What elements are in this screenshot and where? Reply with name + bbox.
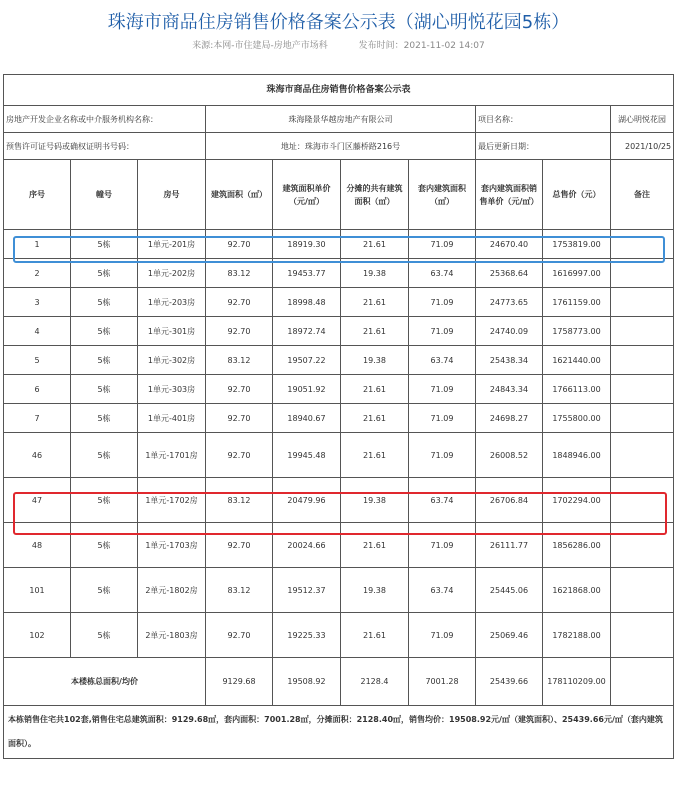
table-cell: 71.09 [409,613,476,658]
table-cell: 48 [4,523,71,568]
project-label: 项目名称： [476,106,611,133]
table-cell: 25368.64 [476,259,543,288]
table-cell: 25069.46 [476,613,543,658]
table-cell: 18919.30 [273,230,341,259]
table-cell: 92.70 [206,523,273,568]
table-cell: 71.09 [409,288,476,317]
table-row [4,288,674,317]
table-cell: 19225.33 [273,613,341,658]
table-cell: 20479.96 [273,478,341,523]
table-cell: 19.38 [341,568,409,613]
update-label: 最后更新日期： [476,133,611,160]
table-cell: 5栋 [71,613,138,658]
table-cell: 18998.48 [273,288,341,317]
table-cell: 1单元-301房 [138,317,206,346]
table-cell: 63.74 [409,346,476,375]
table-cell: 92.70 [206,317,273,346]
table-cell [611,433,674,478]
page-title: 珠海市商品住房销售价格备案公示表（湖心明悦花园5栋） [107,12,570,33]
developer: 珠海隆景华越房地产有限公司 [206,106,476,133]
table-row [4,613,674,658]
table-cell: 5栋 [71,523,138,568]
table-cell: 21.61 [341,433,409,478]
table-row [4,375,674,404]
update-date: 2021/10/25 [611,133,674,160]
table-row [4,259,674,288]
column-header: 建筑面积单价（元/㎡） [273,160,341,230]
table-cell: 46 [4,433,71,478]
table-row [4,433,674,478]
total-cell: 25439.66 [476,658,543,706]
table-cell: 47 [4,478,71,523]
table-cell: 26008.52 [476,433,543,478]
table-cell: 63.74 [409,568,476,613]
table-cell: 71.09 [409,523,476,568]
table-cell [611,404,674,433]
table-cell: 25438.34 [476,346,543,375]
table-cell: 1761159.00 [543,288,611,317]
table-cell: 24670.40 [476,230,543,259]
table-cell [611,346,674,375]
table-cell: 102 [4,613,71,658]
total-cell: 2128.4 [341,658,409,706]
table-cell: 92.70 [206,404,273,433]
table-cell: 1单元-401房 [138,404,206,433]
table-cell: 21.61 [341,230,409,259]
total-label: 本楼栋总面积/均价 [4,658,206,706]
total-row [4,658,674,706]
summary-footer: 本栋销售住宅共102套,销售住宅总建筑面积：9129.68㎡，套内面积：7001.28㎡，分摊面积：2128.40㎡，销售均价：19508.92元/㎡（建筑面积）、25439.66元/㎡（套内建筑面积）。 [4,706,674,759]
table-cell: 6 [4,375,71,404]
table-cell: 63.74 [409,259,476,288]
table-cell: 3 [4,288,71,317]
total-cell: 178110209.00 [543,658,611,706]
column-header: 备注 [611,160,674,230]
table-cell: 83.12 [206,478,273,523]
table-cell: 1848946.00 [543,433,611,478]
table-cell: 1单元-1701房 [138,433,206,478]
table-cell [611,523,674,568]
table-row [4,568,674,613]
table-cell: 21.61 [341,375,409,404]
table-cell: 26706.84 [476,478,543,523]
developer-label: 房地产开发企业名称或中介服务机构名称： [4,106,206,133]
column-header: 建筑面积（㎡） [206,160,273,230]
table-cell [611,288,674,317]
table-cell: 5栋 [71,259,138,288]
column-header: 房号 [138,160,206,230]
column-header: 套内建筑面积（㎡） [409,160,476,230]
table-cell: 21.61 [341,288,409,317]
table-cell [611,568,674,613]
table-cell: 1755800.00 [543,404,611,433]
table-cell: 19.38 [341,259,409,288]
table-cell [611,230,674,259]
table-cell: 1单元-203房 [138,288,206,317]
table-row [4,523,674,568]
table-cell: 2单元-1803房 [138,613,206,658]
table-cell: 19051.92 [273,375,341,404]
table-cell: 1单元-1702房 [138,478,206,523]
project: 湖心明悦花园 [611,106,674,133]
table-cell: 5栋 [71,346,138,375]
table-cell: 24843.34 [476,375,543,404]
table-cell: 19.38 [341,478,409,523]
table-cell: 5栋 [71,288,138,317]
table-cell: 71.09 [409,433,476,478]
table-cell: 21.61 [341,613,409,658]
table-row [4,317,674,346]
table-cell: 21.61 [341,523,409,568]
table-cell: 92.70 [206,288,273,317]
total-cell [611,658,674,706]
table-cell: 1766113.00 [543,375,611,404]
table-cell: 92.70 [206,613,273,658]
table-cell: 25445.06 [476,568,543,613]
table-cell: 1621868.00 [543,568,611,613]
table-cell: 5栋 [71,375,138,404]
column-header: 分摊的共有建筑面积（㎡） [341,160,409,230]
table-cell: 20024.66 [273,523,341,568]
total-cell: 7001.28 [409,658,476,706]
table-cell: 18940.67 [273,404,341,433]
table-cell [611,375,674,404]
table-cell: 2 [4,259,71,288]
table-cell: 83.12 [206,568,273,613]
article-meta [0,38,677,51]
table-row [4,230,674,259]
address: 地址：珠海市斗门区藤桥路216号 [206,133,476,160]
table-cell: 1782188.00 [543,613,611,658]
table-cell: 24773.65 [476,288,543,317]
table-row [4,346,674,375]
table-cell: 71.09 [409,375,476,404]
total-cell: 9129.68 [206,658,273,706]
table-cell [611,259,674,288]
table-cell: 19512.37 [273,568,341,613]
table-cell: 83.12 [206,346,273,375]
column-header: 幢号 [71,160,138,230]
table-row [4,404,674,433]
table-cell: 1单元-201房 [138,230,206,259]
table-cell: 1856286.00 [543,523,611,568]
table-cell: 5栋 [71,404,138,433]
table-cell [611,478,674,523]
table-cell: 71.09 [409,404,476,433]
column-header: 总售价（元） [543,160,611,230]
table-cell: 1621440.00 [543,346,611,375]
table-cell: 18972.74 [273,317,341,346]
table-cell: 63.74 [409,478,476,523]
table-cell: 26111.77 [476,523,543,568]
table-cell: 5栋 [71,230,138,259]
table-cell: 21.61 [341,404,409,433]
column-header: 序号 [4,160,71,230]
table-cell: 1单元-1703房 [138,523,206,568]
table-cell: 1单元-302房 [138,346,206,375]
publish-time: 发布时间：2021-11-02 14:07 [358,41,485,51]
table-cell: 1753819.00 [543,230,611,259]
table-cell: 5 [4,346,71,375]
table-cell [611,613,674,658]
table-cell: 7 [4,404,71,433]
column-header: 套内建筑面积销售单价（元/㎡） [476,160,543,230]
table-cell: 1单元-202房 [138,259,206,288]
table-cell: 5栋 [71,317,138,346]
table-cell [611,317,674,346]
table-cell: 5栋 [71,478,138,523]
table-cell: 19507.22 [273,346,341,375]
table-cell: 2单元-1802房 [138,568,206,613]
table-title: 珠海市商品住房销售价格备案公示表 [4,75,674,106]
table-row [4,478,674,523]
table-cell: 71.09 [409,230,476,259]
table-cell: 101 [4,568,71,613]
table-cell: 1单元-303房 [138,375,206,404]
table-cell: 19.38 [341,346,409,375]
source: 来源:本网-市住建局-房地产市场科 [192,41,328,51]
price-table [3,74,674,759]
table-cell: 21.61 [341,317,409,346]
header-row [4,160,674,230]
table-cell: 19945.48 [273,433,341,478]
table-cell: 1 [4,230,71,259]
permit-label: 预售许可证号码或确权证明书号码： [4,133,206,160]
total-cell: 19508.92 [273,658,341,706]
table-cell: 92.70 [206,433,273,478]
table-cell: 5栋 [71,433,138,478]
table-cell: 19453.77 [273,259,341,288]
table-cell: 1616997.00 [543,259,611,288]
table-cell: 83.12 [206,259,273,288]
table-cell: 24740.09 [476,317,543,346]
table-cell: 1758773.00 [543,317,611,346]
table-cell: 1702294.00 [543,478,611,523]
table-cell: 92.70 [206,230,273,259]
table-cell: 24698.27 [476,404,543,433]
table-cell: 4 [4,317,71,346]
table-cell: 5栋 [71,568,138,613]
table-cell: 71.09 [409,317,476,346]
table-cell: 92.70 [206,375,273,404]
